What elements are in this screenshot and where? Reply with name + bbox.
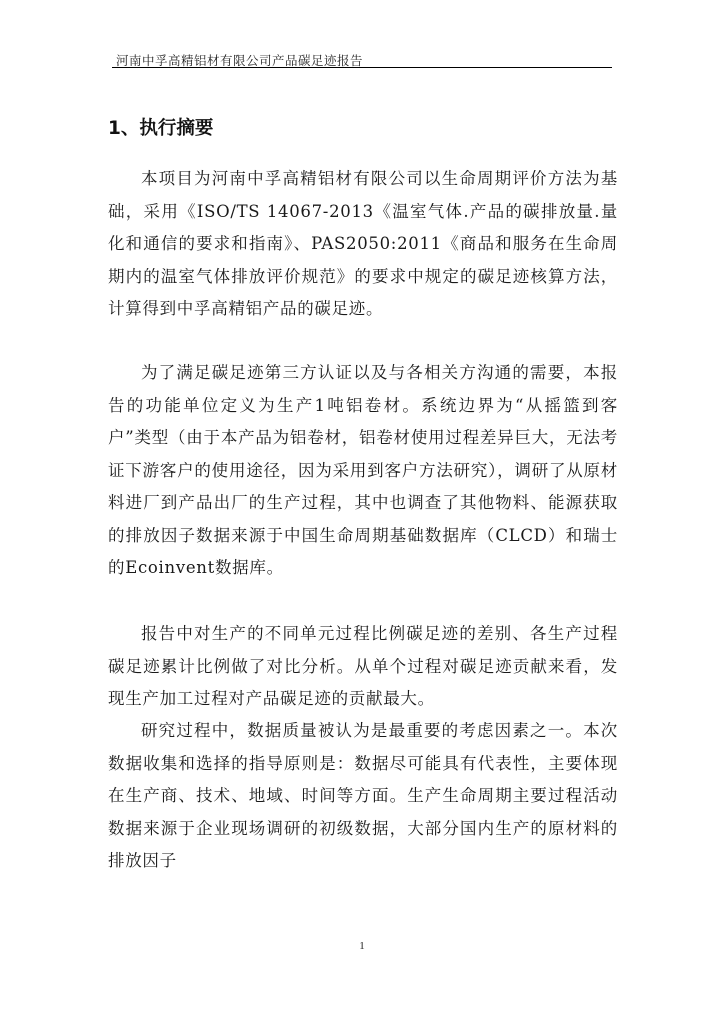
section-title: 1、执行摘要	[108, 118, 214, 139]
header-divider	[112, 67, 612, 68]
paragraph-data-quality: 研究过程中，数据质量被认为是最重要的考虑因素之一。本次数据收集和选择的指导原则是：数据尽可能具有代表性，主要体现在生产商、技术、地域、时间等方面。生产生命周期主要过程活动数据来源于企业现场调研的初级数据，大部分国内生产的原材料的排放因子	[108, 721, 618, 870]
running-header: 河南中孚高精铝材有限公司产品碳足迹报告	[116, 53, 364, 68]
page-number: 1	[359, 940, 365, 952]
paragraph-scope: 为了满足碳足迹第三方认证以及与各相关方沟通的需要，本报告的功能单位定义为生产1吨铝卷材。系统边界为“从摇篮到客户”类型（由于本产品为铝卷材，铝卷材使用过程差异巨大，无法考证下游客户的使用途径，因为采用到客户方法研究），调研了从原材料进厂到产品出厂的生产过程，其中也调查了其他物料、能源获取的排放因子数据来源于中国生命周期基础数据库（CLCD）和瑞士的Ecoinvent数据库。	[108, 363, 618, 577]
paragraph-method: 本项目为河南中孚高精铝材有限公司以生命周期评价方法为基础，采用《ISO/TS 14067-2013《温室气体.产品的碳排放量.量化和通信的要求和指南》、PAS2050:2011《商品和服务在生命周期内的温室气体排放评价规范》的要求中规定的碳足迹核算方法，计算得到中孚高精铝产品的碳足迹。	[108, 169, 618, 318]
paragraph-analysis: 报告中对生产的不同单元过程比例碳足迹的差别、各生产过程碳足迹累计比例做了对比分析。从单个过程对碳足迹贡献来看，发现生产加工过程对产品碳足迹的贡献最大。	[108, 624, 618, 708]
